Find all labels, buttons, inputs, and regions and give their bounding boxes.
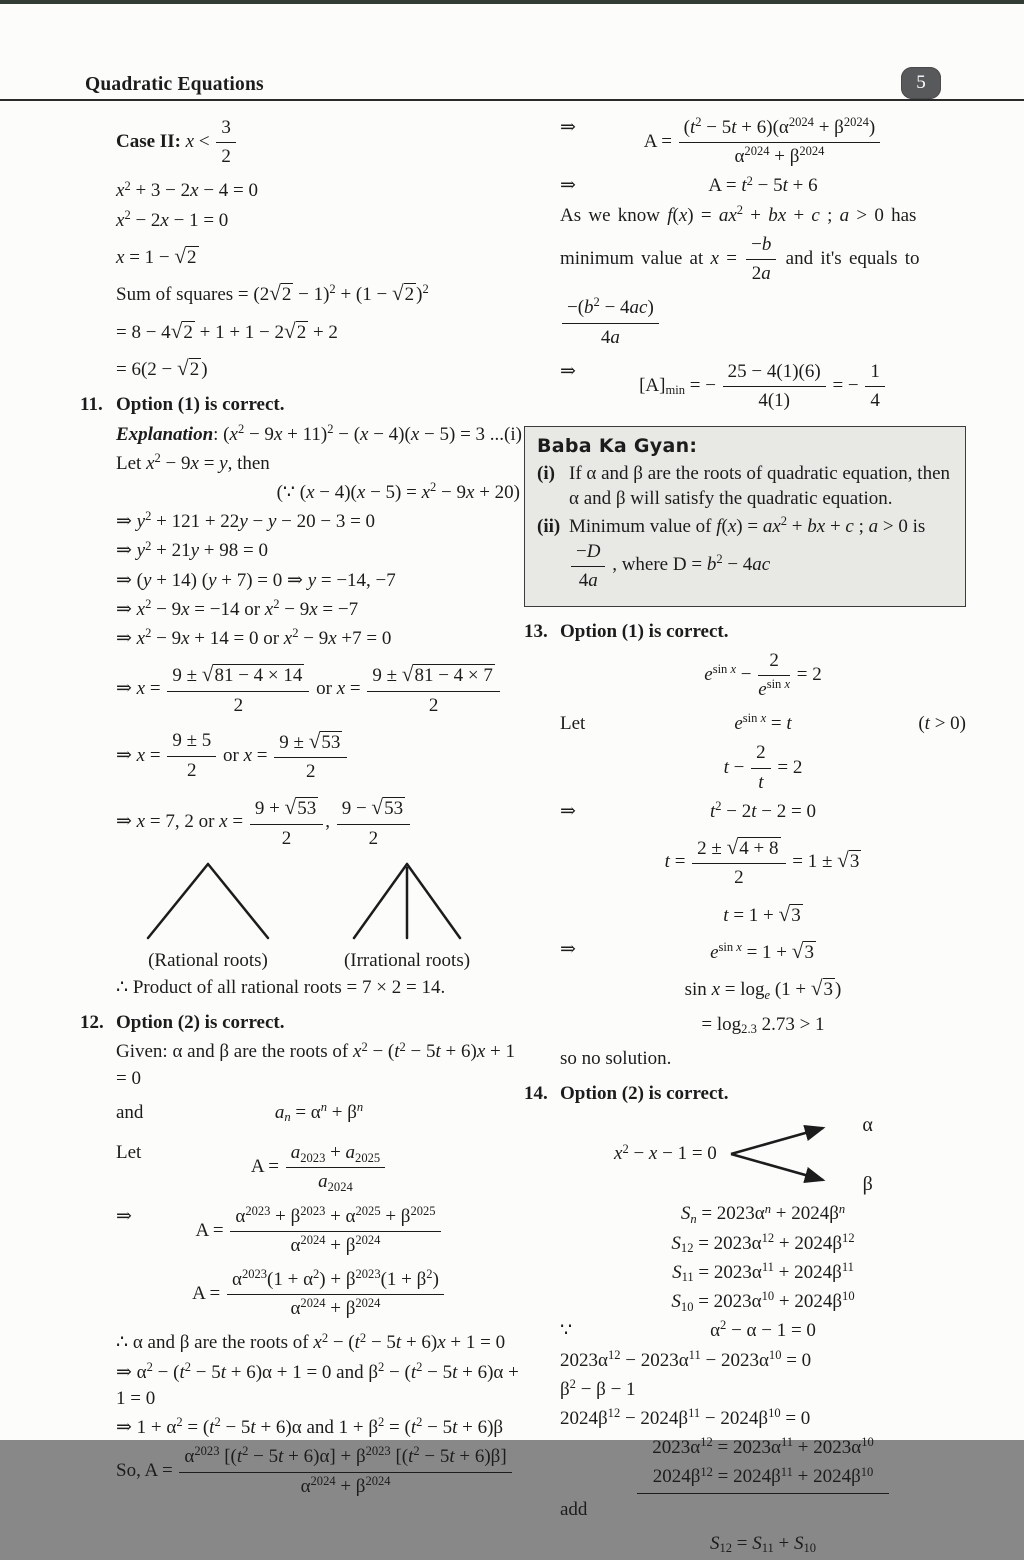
gyan-item-text: Minimum value of $f(x) = ax^2$ + bx + c ; a > 0 is $\frac{-D}{4a}$ , where $D = b^2 - 4ac$ — [569, 514, 926, 591]
math-line — [524, 1531, 966, 1557]
math-line — [524, 1435, 966, 1461]
line-content: ∴ α and β are the roots of $x^2 - (t^2 - 5t + 6)x + 1 = 0$ — [116, 1330, 506, 1354]
line-content: Case II: x < $\frac{3}{2}$ — [116, 131, 238, 152]
math-line — [524, 1289, 966, 1315]
math-line — [80, 1140, 522, 1195]
relation-symbol: ∵ — [560, 1320, 573, 1342]
line-content: t = 1 + √3 — [723, 901, 801, 926]
math-line — [524, 359, 966, 414]
line-content: A = $\frac{\alpha^{2023}(1 + \alpha^2) + \beta^{2023}(1 + \beta^2)}{\alpha^{2024} + \beta^{2024}}$ — [192, 1283, 446, 1304]
two-branch-icon — [128, 858, 288, 942]
line-content: $[A]_{min}$ = − $\frac{25 - 4(1)(6)}{4(1)}$ = − $\frac{1}{4}$ — [639, 375, 887, 396]
line-content: ⇒ x = $\frac{9 \pm √81 - 4 \times 14}{2}$ or x = $\frac{9 \pm √81 - 4 \times 7}{2}$ — [116, 678, 502, 699]
line-content: $2024\beta^{12} = 2024\beta^{11} + 2024\beta^{10}$ — [637, 1464, 890, 1493]
content-columns — [80, 112, 966, 1560]
line-content: A = $\frac{a_{2023} + a_{2025}}{a_{2024}}$ — [251, 1156, 387, 1177]
math-line — [80, 975, 522, 1001]
line-content: Let $x^2 - 9x = y$, then — [116, 450, 270, 474]
math-line — [80, 451, 522, 477]
line-content: (∵ $(x - 4)(x - 5) = x^2 - 9x + 20$) — [276, 480, 520, 503]
line-content: As we know $f(x) = ax^2$ + bx + c ; a > 0 has — [560, 202, 917, 226]
relation-symbol: ⇒ — [560, 117, 576, 138]
item-number: 14. — [524, 1083, 548, 1105]
math-line — [524, 232, 966, 287]
math-line — [80, 279, 522, 308]
math-line — [524, 1260, 966, 1286]
math-line — [524, 1464, 966, 1493]
line-content: $e^{sin x}$ − $\frac{2}{e^{sin x}}$ = 2 — [704, 649, 822, 701]
line-content: ⇒ x = $\frac{9 \pm 5}{2}$ or x = $\frac{9 \pm √53}{2}$ — [116, 745, 349, 766]
line-content: $S_{12} = 2023\alpha^{12} + 2024\beta^{12}$ — [671, 1230, 855, 1256]
line-content: ⇒ (y + 14) (y + 7) = 0 ⇒ y = −14, −7 — [116, 569, 396, 591]
line-content: Option (2) is correct. — [560, 1083, 729, 1105]
math-line — [80, 568, 522, 594]
math-line — [80, 1204, 522, 1259]
branch-arrows-icon — [725, 1116, 851, 1192]
line-content: $e^{sin x} = 1 + √3$ — [710, 939, 814, 964]
math-line — [80, 509, 522, 535]
line-content: $2024\beta^{12} - 2024\beta^{11} - 2024\beta^{10} = 0$ — [560, 1406, 811, 1429]
math-line — [80, 317, 522, 346]
line-content: $2023\alpha^{12} = 2023\alpha^{11} + 2023\alpha^{10}$ — [652, 1435, 874, 1459]
line-content: $x^2 + 3 - 2x - 4 = 0$ — [116, 178, 259, 202]
irrational-roots-label: (Irrational roots) — [343, 950, 471, 972]
math-line — [80, 660, 522, 719]
math-line — [80, 1100, 522, 1126]
gyan-item-label: (i) — [537, 463, 555, 485]
math-line — [80, 178, 522, 204]
math-line — [524, 833, 966, 892]
math-line — [80, 1330, 522, 1356]
math-line — [80, 242, 522, 271]
line-content: $S_n = 2023\alpha^n + 2024\beta^n$ — [680, 1201, 846, 1226]
gyan-item-text: If α and β are the roots of quadratic equation, then α and β will satisfy the quadratic equation. — [569, 463, 951, 510]
math-line — [80, 354, 522, 383]
line-content: $S_{11} = 2023\alpha^{11} + 2024\beta^{11}$ — [672, 1259, 854, 1285]
line-content: ⇒ $\alpha^2 - (t^2 - 5t + 6)\alpha + 1 = 0$ and $\beta^2 - (t^2 - 5t + 6)\alpha + 1 = 0$ — [116, 1359, 519, 1409]
line-content: $a_n = \alpha^n + \beta^n$ — [274, 1100, 364, 1125]
relation-symbol: ⇒ — [560, 175, 576, 197]
line-content: Sum of squares = $(2√2 - 1)^2 + (1 - √2$ )$^2$ — [116, 281, 429, 306]
math-line — [524, 1377, 966, 1403]
relation-symbol: Let — [116, 1142, 142, 1164]
math-line — [80, 1267, 522, 1322]
line-content: ⇒ $x^2 - 9x + 14 = 0$ or $x^2 - 9x +7 = 0$ — [116, 626, 392, 650]
math-line — [524, 295, 966, 350]
math-line — [524, 648, 966, 703]
solution-heading — [80, 392, 522, 418]
math-line — [80, 1360, 522, 1412]
line-content: ⇒ $x^2 - 9x = -14$ or $x^2 - 9x = -7$ — [116, 596, 359, 620]
rational-roots-label: (Rational roots) — [148, 950, 268, 972]
line-content: $S_{12} = S_{11} + S_{10}$ — [709, 1532, 817, 1556]
relation-symbol: and — [116, 1101, 144, 1123]
math-line — [524, 1201, 966, 1227]
line-content: = 6(2 − √2 ) — [116, 355, 208, 380]
branch-arrows — [725, 1114, 873, 1196]
roots-tree-diagram — [80, 858, 522, 972]
math-line — [80, 422, 522, 448]
line-content: t − $\frac{2}{t}$ = 2 — [723, 742, 803, 793]
relation-symbol: ⇒ — [560, 800, 576, 822]
solution-heading — [80, 1010, 522, 1036]
line-content: t = $\frac{2 \pm √4 + 8}{2}$ = 1 ± √3 — [664, 835, 860, 889]
math-line — [80, 480, 522, 506]
math-line — [524, 740, 966, 795]
math-line — [80, 1039, 522, 1091]
math-line — [80, 793, 522, 852]
line-content: $\beta^2 - \beta - 1$ — [560, 1376, 636, 1400]
math-line — [524, 1318, 966, 1344]
math-line — [524, 1012, 966, 1038]
relation-symbol: Let — [560, 713, 586, 735]
relation-symbol: ⇒ — [560, 939, 576, 961]
math-line — [80, 538, 522, 564]
relation-symbol: ⇒ — [116, 1205, 132, 1227]
left-column — [80, 112, 522, 1560]
line-content: $A = t^2 - 5t + 6$ — [708, 173, 818, 197]
alpha-root-label: α — [862, 1114, 873, 1137]
gyan-box-title: Baba Ka Gyan: — [537, 435, 698, 458]
branch-equation: $x^2 - x - 1 = 0$ — [614, 1141, 717, 1165]
line-content: Option (1) is correct. — [116, 394, 285, 416]
math-line — [524, 937, 966, 966]
math-line — [524, 1497, 966, 1523]
line-content: Explanation: $(x^2 - 9x + 11)^2 - (x - 4)(x - 5) = 3$ ...(i) — [116, 421, 522, 445]
math-line — [80, 208, 522, 234]
gyan-item-label: (ii) — [537, 516, 561, 538]
rational-roots-tree — [128, 858, 288, 972]
line-content: A = $\frac{(t^2 - 5t + 6)(\alpha^{2024} + \beta^{2024})}{\alpha^{2024} + \beta^{2024}}$ — [644, 131, 882, 152]
line-content: $\alpha^2 - \alpha - 1 = 0$ — [710, 1318, 816, 1342]
three-branch-icon — [332, 858, 482, 942]
math-line — [524, 1231, 966, 1257]
line-content: = $\log_{2.3} 2.73 > 1$ — [701, 1013, 825, 1037]
line-content: A = $\frac{\alpha^{2023} + \beta^{2023} + \alpha^{2025} + \beta^{2025}}{\alpha^{2024} + \beta^{2024}}$ — [195, 1220, 442, 1241]
math-line — [524, 173, 966, 199]
item-number: 13. — [524, 620, 548, 642]
line-content: ∴ Product of all rational roots = 7 × 2 = 14. — [116, 977, 446, 999]
line-content: x = 1 − √2 — [116, 243, 197, 268]
line-content: $\frac{-(b^2 - 4ac)}{4a}$ — [560, 311, 661, 332]
line-content: ⇒ $y^2 + 21y + 98 = 0$ — [116, 538, 268, 562]
solution-heading — [524, 1081, 966, 1107]
math-line — [80, 597, 522, 623]
line-content: ⇒ $1 + \alpha^2 = (t^2 - 5t + 6)\alpha$ and $1 + \beta^2 = (t^2 - 5t + 6)\beta$ — [116, 1415, 504, 1439]
beta-root-label: β — [862, 1173, 873, 1196]
roots-branch-diagram — [524, 1110, 966, 1198]
math-line — [524, 1348, 966, 1374]
math-line — [524, 974, 966, 1003]
line-content: $\sin x = \log_e (1 + √3$ ) — [684, 976, 842, 1002]
page-header — [0, 62, 1024, 102]
line-content: minimum value at x = $\frac{-b}{2a}$ and it's equals to — [560, 233, 920, 285]
line-content: Given: α and β are the roots of $x^2 - (t^2 - 5t + 6)x + 1 = 0$ — [116, 1039, 515, 1089]
item-number: 12. — [80, 1012, 104, 1034]
math-line — [524, 799, 966, 825]
line-content: add — [560, 1498, 588, 1520]
math-line — [524, 115, 966, 170]
line-content: so no solution. — [560, 1047, 672, 1069]
gyan-box-item — [537, 461, 953, 511]
math-line — [524, 1046, 966, 1072]
math-line — [80, 727, 522, 786]
gyan-box-item — [537, 514, 953, 592]
line-content: = 8 − 4√2 + 1 + 1 − 2√2 + 2 — [116, 318, 338, 343]
line-content: Option (1) is correct. — [560, 620, 729, 642]
math-line — [80, 115, 522, 170]
irrational-roots-tree — [332, 858, 482, 972]
line-content: $e^{sin x} = t$ — [734, 711, 792, 735]
math-line — [524, 1406, 966, 1432]
line-content: ⇒ $y^2 + 121 + 22y - y - 20 - 3 = 0$ — [116, 509, 376, 533]
solution-heading — [524, 619, 966, 645]
math-line — [80, 1444, 522, 1499]
line-content: $S_{10} = 2023\alpha^{10} + 2024\beta^{10}$ — [671, 1289, 855, 1314]
chapter-title: Quadratic Equations — [85, 74, 264, 95]
line-content: $x^2 - 2x - 1 = 0$ — [116, 207, 229, 231]
line-content: $t^2 - 2t - 2 = 0$ — [710, 799, 816, 822]
math-line — [524, 203, 966, 229]
line-content: So, A = $\frac{\alpha^{2023} [(t^2 - 5t + 6)\alpha] + \beta^{2023} [(t^2 - 5t + 6)\beta]}{\alpha^{2024} + \beta^{2024}}$ — [116, 1460, 514, 1481]
baba-ka-gyan-box — [524, 426, 966, 606]
scan-top-edge — [0, 0, 1024, 4]
header-rule — [0, 99, 1024, 101]
condition-label: (t > 0) — [918, 713, 966, 735]
math-line — [80, 1415, 522, 1441]
relation-symbol: ⇒ — [560, 360, 576, 382]
item-number: 11. — [80, 394, 103, 416]
math-line — [524, 711, 966, 737]
line-content: $2023\alpha^{12} - 2023\alpha^{11} - 2023\alpha^{10} = 0$ — [560, 1347, 812, 1371]
math-line — [524, 900, 966, 929]
right-column — [524, 112, 966, 1560]
line-content: Option (2) is correct. — [116, 1012, 285, 1034]
math-line — [80, 626, 522, 652]
line-content: ⇒ x = 7, 2 or x = $\frac{9 + √53}{2}$ , $\frac{9 - √53}{2}$ — [116, 811, 412, 832]
page-number-badge: 5 — [901, 67, 941, 99]
